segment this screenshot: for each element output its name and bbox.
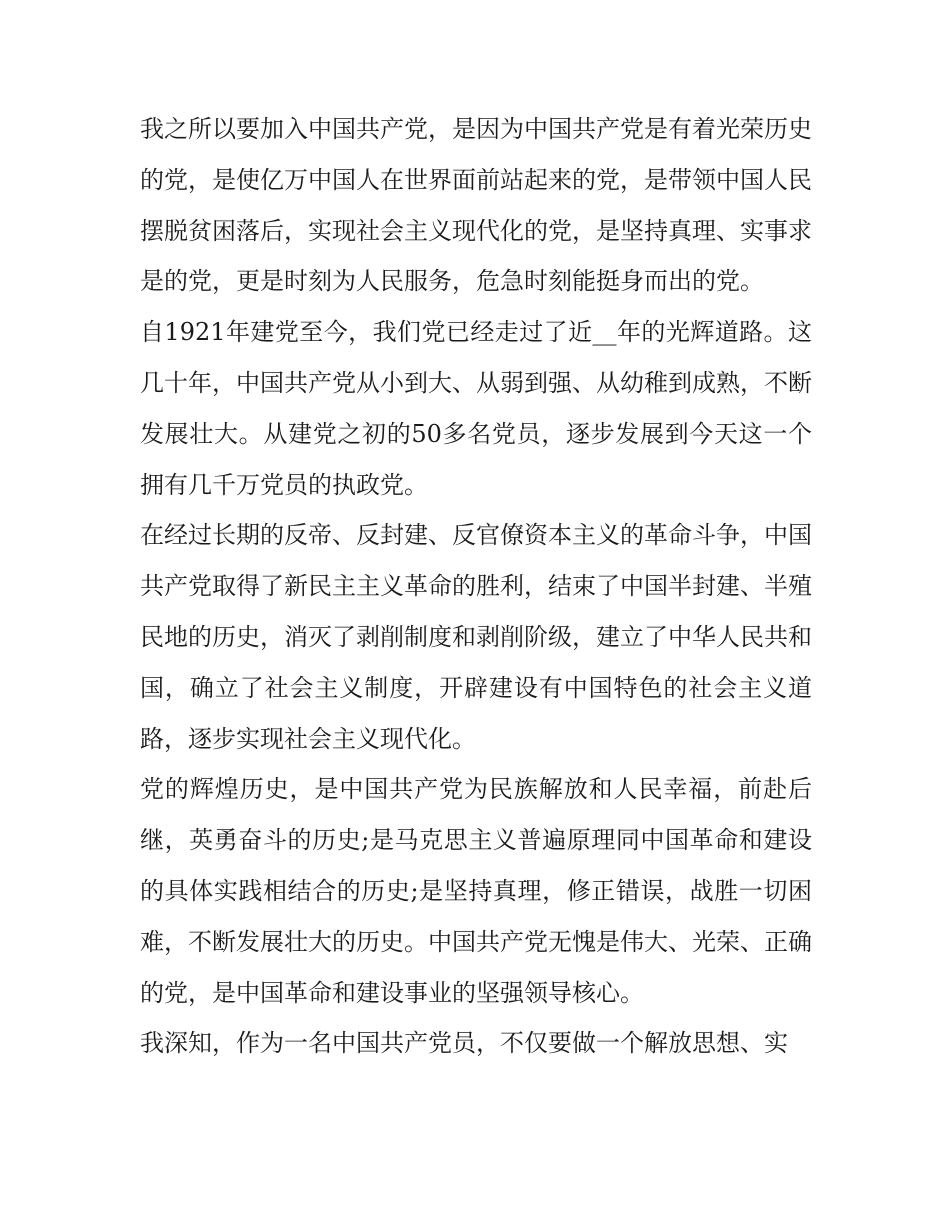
paragraph-3: 在经过长期的反帝、反封建、反官僚资本主义的革命斗争，中国共产党取得了新民主主义革命的胜利，结束了中国半封建、半殖民地的历史，消灭了剥削制度和剥削阶级，建立了中华人民共和国，确立了社会主义制度，开辟建设有中国特色的社会主义道路，逐步实现社会主义现代化。 — [140, 521, 812, 753]
paragraph-1: 我之所以要加入中国共产党，是因为中国共产党是有着光荣历史的党，是使亿万中国人在世界面前站起来的党，是带领中国人民摆脱贫困落后，实现社会主义现代化的党，是坚持真理、实事求是的党，更是时刻为人民服务，危急时刻能挺身而出的党。 — [140, 115, 812, 296]
document-body — [140, 104, 812, 1069]
paragraph-4: 党的辉煌历史，是中国共产党为民族解放和人民幸福，前赴后继，英勇奋斗的历史;是马克思主义普遍原理同中国革命和建设的具体实践相结合的历史;是坚持真理，修正错误，战胜一切困难，不断发展壮大的历史。中国共产党无愧是伟大、光荣、正确的党，是中国革命和建设事业的坚强领导核心。 — [140, 775, 812, 1007]
paragraph-5: 我深知，作为一名中国共产党员，不仅要做一个解放思想、实 — [140, 1029, 788, 1058]
paragraph-2: 自1921年建党至今，我们党已经走过了近__年的光辉道路。这几十年，中国共产党从小到大、从弱到强、从幼稚到成熟，不断发展壮大。从建党之初的50多名党员，逐步发展到今天这一个拥有几千万党员的执政党。 — [140, 318, 812, 499]
